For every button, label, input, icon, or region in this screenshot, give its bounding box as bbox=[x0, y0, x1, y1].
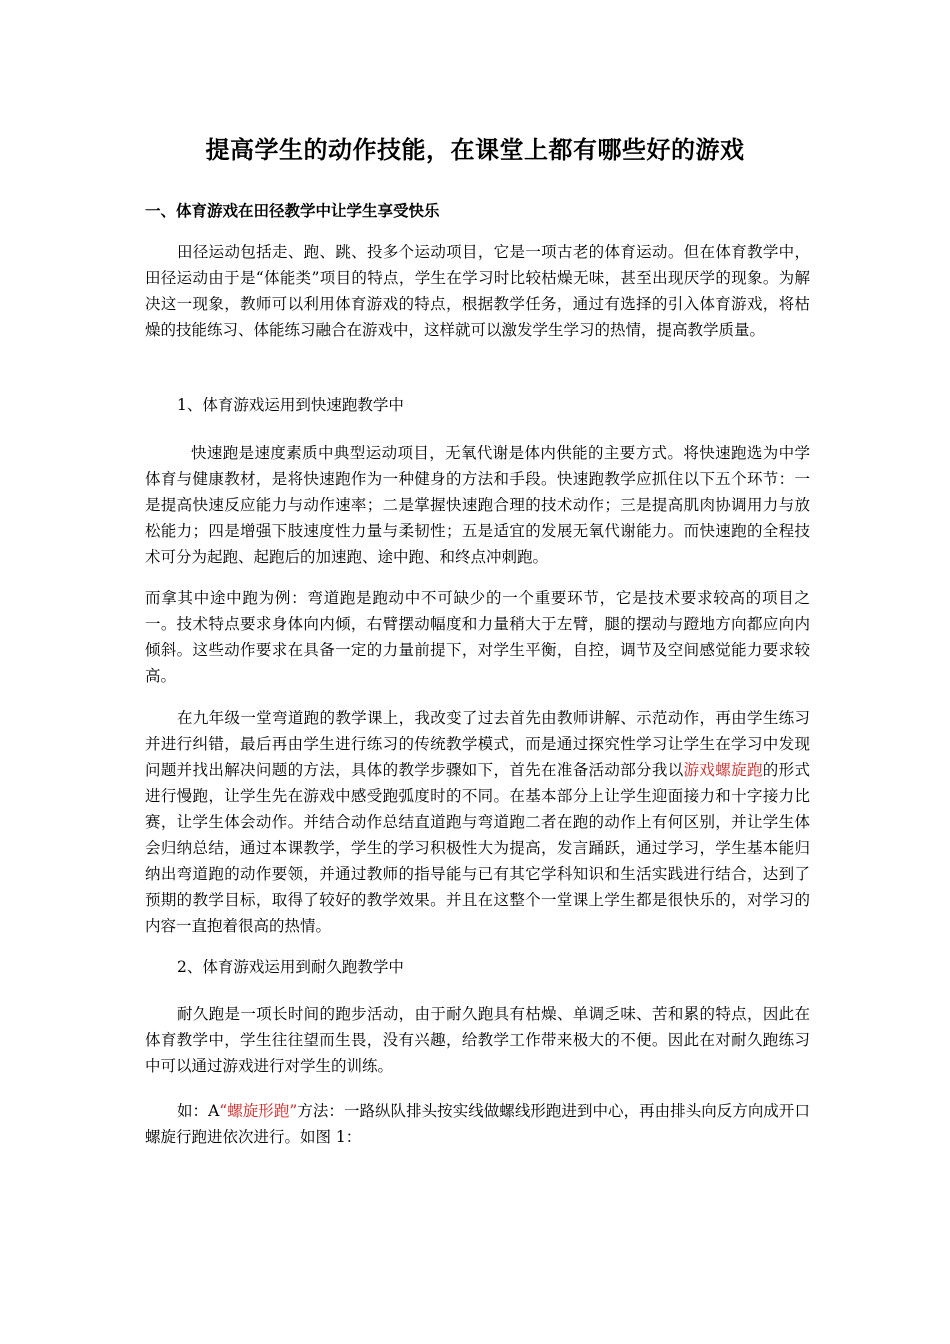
method-text-after: 方法：一路纵队排头按实线做螺线形跑进到中心，再由排头向反方向成开口螺旋行跑进依次进行。如图 1： bbox=[145, 1102, 810, 1146]
section-heading-1: 一、体育游戏在田径教学中让学生享受快乐 bbox=[145, 202, 440, 220]
lesson-text-after: 的形式进行慢跑，让学生先在游戏中感受跑弧度时的不同。在基本部分上让学生迎面接力和十字接力比赛，让学生体会动作。并结合动作总结直道跑与弯道跑二者在跑的动作上有何区别，并让学生体会归纳总结，通过本课教学，学生的学习积极性大为提高，发言踊跃，通过学习，学生基本能归纳出弯道跑的动作要领，并通过教师的指导能与已有其它学科知识和生活实践进行结合，达到了预期的教学目标，取得了较好的教学效果。并且在这整个一堂课上学生都是很快乐的，对学习的内容一直抱着很高的热情。 bbox=[145, 761, 810, 935]
sprint-paragraph: 快速跑是速度素质中典型运动项目，无氧代谢是体内供能的主要方式。将快速跑选为中学体育与健康教材，是将快速跑作为一种健身的方法和手段。快速跑教学应抓住以下五个环节：一是提高快速反应能力与动作速率；二是掌握快速跑合理的技术动作；三是提高肌肉协调用力与放松能力；四是增强下肢速度性力量与柔韧性；五是适宜的发展无氧代谢能力。而快速跑的全程技术可分为起跑、起跑后的加速跑、途中跑、和终点冲刺跑。 bbox=[145, 444, 810, 566]
endurance-paragraph: 耐久跑是一项长时间的跑步活动，由于耐久跑具有枯燥、单调乏味、苦和累的特点，因此在体育教学中，学生往往望而生畏，没有兴趣，给教学工作带来极大的不便。因此在对耐久跑练习中可以通过游戏进行对学生的训练。 bbox=[145, 1005, 810, 1075]
spiral-method-paragraph bbox=[145, 1098, 810, 1150]
spiral-shape-run-highlight: “螺旋形跑” bbox=[219, 1102, 298, 1120]
subsection-heading-2: 2、体育游戏运用到耐久跑教学中 bbox=[177, 958, 404, 976]
lesson-paragraph bbox=[145, 705, 810, 939]
method-text-before: 如：A bbox=[177, 1102, 220, 1120]
curve-running-paragraph: 而拿其中途中跑为例：弯道跑是跑动中不可缺少的一个重要环节，它是技术要求较高的项目之一。技术特点要求身体向内倾，右臂摆动幅度和力量稍大于左臂，腿的摆动与蹬地方向都应向内倾斜。这些动作要求在具备一定的力量前提下，对学生平衡，自控，调节及空间感觉能力要求较高。 bbox=[145, 589, 810, 685]
spiral-run-highlight: 游戏螺旋跑 bbox=[683, 761, 763, 779]
subsection-heading-1: 1、体育游戏运用到快速跑教学中 bbox=[177, 396, 404, 414]
document-title: 提高学生的动作技能，在课堂上都有哪些好的游戏 bbox=[205, 136, 745, 164]
intro-paragraph: 田径运动包括走、跑、跳、投多个运动项目，它是一项古老的体育运动。但在体育教学中，田径运动由于是“体能类”项目的特点，学生在学习时比较枯燥无味，甚至出现厌学的现象。为解决这一现象，教师可以利用体育游戏的特点，根据教学任务，通过有选择的引入体育游戏，将枯燥的技能练习、体能练习融合在游戏中，这样就可以激发学生学习的热情，提高教学质量。 bbox=[145, 243, 810, 339]
lesson-text-before: 在九年级一堂弯道跑的教学课上，我改变了过去首先由教师讲解、示范动作，再由学生练习并进行纠错，最后再由学生进行练习的传统教学模式，而是通过探究性学习让学生在学习中发现问题并找出解决问题的方法，具体的教学步骤如下，首先在准备活动部分我以 bbox=[145, 709, 810, 779]
